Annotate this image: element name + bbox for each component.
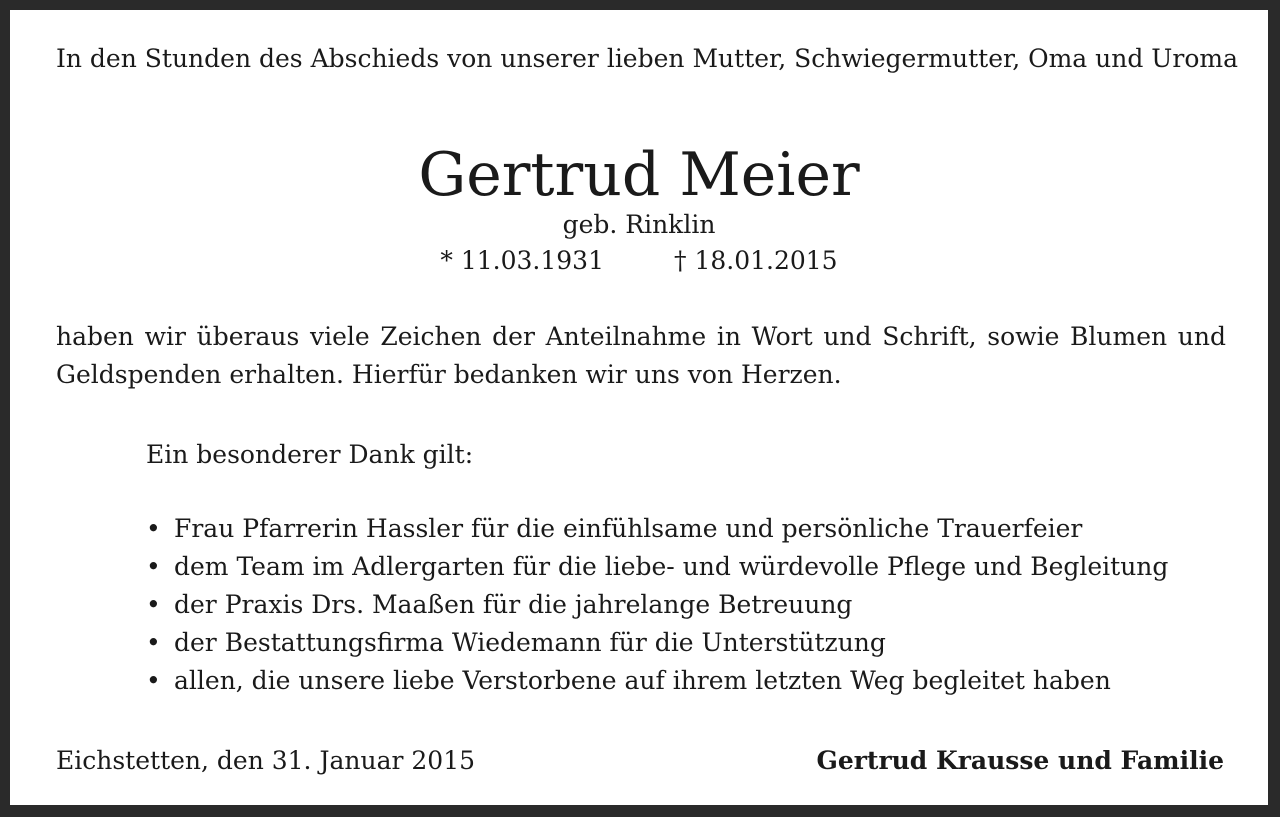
list-item-text: der Praxis Drs. Maaßen für die jahrelange Betreuung: [174, 590, 853, 619]
thanks-paragraph: haben wir überaus viele Zeichen der Anteilnahme in Wort und Schrift, sowie Blumen und Geldspenden erhalten. Hierfür bedanken wir uns von Herzen.: [56, 322, 1226, 389]
thanks-list: [146, 510, 1168, 700]
bullet-icon: •: [146, 666, 161, 695]
place-date: Eichstetten, den 31. Januar 2015: [56, 746, 476, 775]
list-item-text: allen, die unsere liebe Verstorbene auf ihrem letzten Weg begleitet haben: [174, 666, 1111, 695]
intro-line: In den Stunden des Abschieds von unserer lieben Mutter, Schwiegermutter, Oma und Uroma: [56, 44, 1238, 73]
bullet-icon: •: [146, 590, 161, 619]
list-item: [146, 548, 1168, 586]
list-item-text: Frau Pfarrerin Hassler für die einfühlsame und persönliche Trauerfeier: [174, 514, 1083, 543]
deceased-name: Gertrud Meier: [418, 140, 860, 210]
list-item: [146, 624, 1168, 662]
life-dates: [10, 242, 1268, 280]
list-item: [146, 662, 1168, 700]
birth-name: geb. Rinklin: [562, 210, 716, 239]
death-date: † 18.01.2015: [674, 246, 838, 275]
list-item: [146, 586, 1168, 624]
obituary-notice: [10, 10, 1268, 805]
birth-date: * 11.03.1931: [440, 246, 604, 275]
thanks-heading: Ein besonderer Dank gilt:: [146, 440, 474, 469]
list-item-text: dem Team im Adlergarten für die liebe- und würdevolle Pflege und Begleitung: [174, 552, 1169, 581]
bullet-icon: •: [146, 514, 161, 543]
signature: Gertrud Krausse und Familie: [816, 746, 1224, 775]
bullet-icon: •: [146, 628, 161, 657]
bullet-icon: •: [146, 552, 161, 581]
list-item: [146, 510, 1168, 548]
list-item-text: der Bestattungsfirma Wiedemann für die Unterstützung: [174, 628, 886, 657]
